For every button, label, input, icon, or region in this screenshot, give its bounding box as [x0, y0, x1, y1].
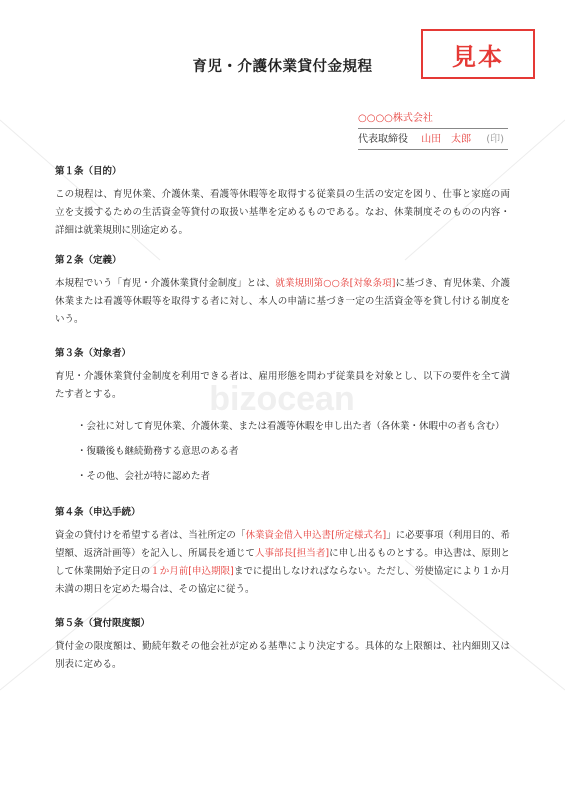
representative-role: 代表取締役	[358, 134, 408, 145]
sample-stamp: 見本	[421, 29, 535, 79]
article-5	[55, 615, 510, 674]
list-item: ・会社に対して育児休業、介護休業、または看護等休暇を申し出た者（各休業・休暇中の者も含む）	[77, 421, 505, 432]
article-5-text: 貸付金の限度額は、勤続年数その他会社が定める基準により決定する。具体的な上限額は、社内細則又は別表に定める。	[55, 641, 510, 670]
article-3-bullets	[55, 418, 510, 486]
representative-line	[358, 130, 508, 150]
list-item: ・復職後も継続勤務する意思のある者	[77, 446, 239, 457]
article-4-text-4: までに提出しなければならない。ただし、労使協定により１か月未満の期日を定めた場合は、その協定に従う。	[55, 566, 510, 595]
article-5-heading: 第５条（貸付限度額）	[55, 618, 151, 629]
article-4-placeholder-1: 休業資金借入申込書[所定様式名]	[245, 530, 387, 541]
article-2	[55, 252, 510, 329]
article-4-placeholder-2: 人事部長[担当者]	[254, 548, 330, 559]
article-4-text	[55, 527, 510, 599]
list-item: ・その他、会社が特に認めた者	[77, 471, 211, 482]
article-4-text-3: に申し出るものとする。申込書は、原則として休業開始予定日の	[55, 548, 510, 577]
company-name: ○○○○株式会社	[358, 109, 508, 129]
article-4	[55, 504, 510, 599]
article-4-text-2: 」に必要事項（利用目的、希望額、返済計画等）を記入し、所属長を通じて	[55, 530, 510, 559]
article-4-heading: 第４条（申込手続）	[55, 507, 141, 518]
representative-name: 山田 太郎	[421, 134, 472, 145]
article-2-text-2: に基づき、育児休業、介護休業または看護等休暇等を取得する者に対し、本人の申請に基づき一定の生活資金等を貸し付ける制度をいう。	[55, 278, 510, 325]
article-4-placeholder-3: １か月前[申込期限]	[150, 566, 234, 577]
article-3-heading: 第３条（対象者）	[55, 348, 132, 359]
article-2-placeholder-1: 就業規則第○○条[対象条項]	[275, 278, 396, 289]
article-1	[55, 163, 510, 240]
article-2-text	[55, 275, 510, 329]
article-3-text: 育児・介護休業貸付金制度を利用できる者は、雇用形態を問わず従業員を対象とし、以下の要件を全て満たす者とする。	[55, 371, 510, 400]
article-1-text: この規程は、育児休業、介護休業、看護等休暇等を取得する従業員の生活の安定を図り、仕事と家庭の両立を支援するための生活資金等貸付の取扱い基準を定めるものである。なお、休業制度そのものの内容・詳細は就業規則に別途定める。	[55, 189, 510, 236]
article-2-text-1: 本規程でいう「育児・介護休業貸付金制度」とは、	[55, 278, 276, 289]
article-1-heading: 第１条（目的）	[55, 166, 122, 177]
article-2-heading: 第２条（定義）	[55, 255, 122, 266]
seal-mark: (印)	[486, 134, 504, 145]
document-title: 育児・介護休業貸付金規程	[192, 59, 373, 75]
article-4-text-1: 資金の貸付けを希望する者は、当社所定の「	[55, 530, 246, 541]
article-3	[55, 345, 510, 486]
watermark-text: bizocean	[209, 380, 355, 418]
